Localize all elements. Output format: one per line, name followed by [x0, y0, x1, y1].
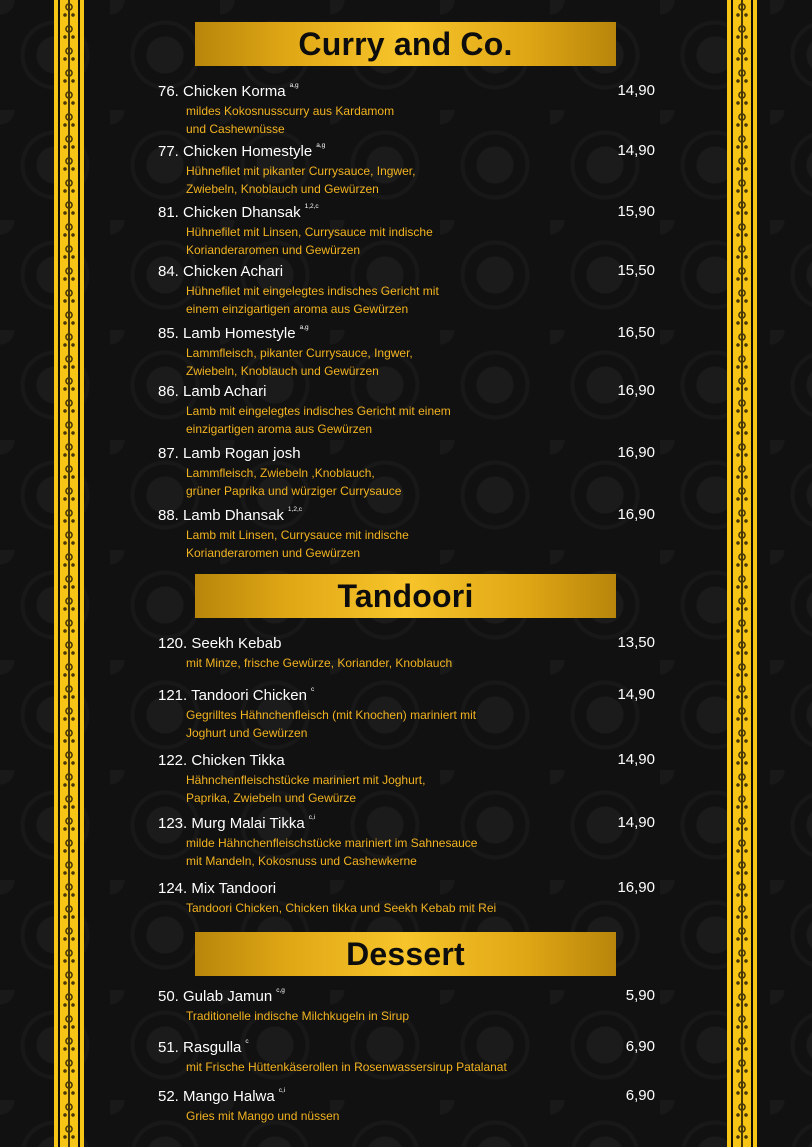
allergen-codes: c,i [308, 814, 316, 821]
menu-item [158, 686, 655, 742]
item-description: Tandoori Chicken, Chicken tikka und Seekh Kebab mit Rei [186, 901, 497, 915]
allergen-codes: c [245, 1038, 249, 1045]
item-price: 16,90 [617, 382, 655, 399]
menu-item [158, 814, 655, 870]
allergen-codes: c,i [278, 1087, 286, 1094]
item-description: mit Minze, frische Gewürze, Koriander, Knoblauch [186, 656, 453, 670]
menu-item [158, 82, 655, 138]
menu-item [158, 324, 655, 380]
menu-item [158, 634, 655, 673]
item-name: 85. Lamb Homestyle [158, 325, 296, 342]
item-name: 124. Mix Tandoori [158, 880, 277, 897]
item-description: Lamb mit Linsen, Currysauce mit indische Korianderaromen und Gewürzen [186, 528, 409, 560]
menu-item [158, 142, 655, 198]
item-name: 87. Lamb Rogan josh [158, 445, 301, 462]
menu-item [158, 444, 655, 500]
item-description: mildes Kokosnusscurry aus Kardamom und Cashewnüsse [186, 104, 395, 136]
item-price: 15,90 [617, 203, 655, 220]
item-description: Hühnefilet mit pikanter Currysauce, Ingwer, Zwiebeln, Knoblauch und Gewürzen [186, 164, 416, 196]
item-price: 16,50 [617, 324, 655, 341]
allergen-codes: c,g [276, 987, 285, 994]
item-name: 51. Rasgulla [158, 1039, 242, 1056]
item-description: Traditionelle indische Milchkugeln in Sirup [186, 1009, 410, 1023]
item-description: mit Frische Hüttenkäserollen in Rosenwassersirup Patalanat [186, 1060, 507, 1074]
menu-item [158, 987, 655, 1026]
item-description: Gries mit Mango und nüssen [186, 1109, 340, 1123]
item-price: 6,90 [625, 1087, 655, 1104]
item-description: Hühnefilet mit Linsen, Currysauce mit indische Korianderaromen und Gewürzen [186, 225, 433, 257]
item-description: Lammfleisch, pikanter Currysauce, Ingwer, Zwiebeln, Knoblauch und Gewürzen [186, 346, 413, 378]
item-name: 86. Lamb Achari [158, 383, 267, 400]
section-title: Curry and Co. [298, 25, 513, 62]
item-price: 5,90 [625, 987, 655, 1004]
allergen-codes: c [311, 686, 315, 693]
menu-item [158, 751, 655, 807]
item-name: 121. Tandoori Chicken [158, 687, 307, 704]
item-price: 14,90 [617, 814, 655, 831]
item-name: 120. Seekh Kebab [158, 635, 282, 652]
item-name: 122. Chicken Tikka [158, 752, 285, 769]
item-price: 6,90 [625, 1038, 655, 1055]
item-price: 14,90 [617, 142, 655, 159]
item-name: 76. Chicken Korma [158, 83, 286, 100]
allergen-codes: a,g [316, 142, 326, 149]
item-price: 13,50 [617, 634, 655, 651]
allergen-codes: a,g [299, 324, 309, 331]
item-name: 123. Murg Malai Tikka [158, 815, 305, 832]
menu-item [158, 262, 655, 318]
item-description: Hähnchenfleischstücke mariniert mit Joghurt, Paprika, Zwiebeln und Gewürze [186, 773, 426, 805]
item-name: 84. Chicken Achari [158, 263, 284, 280]
item-name: 52. Mango Halwa [158, 1088, 275, 1105]
item-name: 81. Chicken Dhansak [158, 204, 301, 221]
item-price: 14,90 [617, 686, 655, 703]
section-title: Tandoori [337, 577, 474, 614]
allergen-codes: 1,2,c [304, 203, 319, 210]
item-price: 16,90 [617, 879, 655, 896]
menu-item [158, 1087, 655, 1126]
item-name: 50. Gulab Jamun [158, 988, 273, 1005]
allergen-codes: 1,2,c [287, 506, 303, 513]
item-price: 14,90 [617, 751, 655, 768]
item-price: 16,90 [617, 506, 655, 523]
right-ornamental-border [727, 0, 757, 1147]
item-description: milde Hähnchenfleischstücke mariniert im Sahnesauce mit Mandeln, Kokosnuss und Cashewkerne [186, 836, 478, 868]
item-price: 16,90 [617, 444, 655, 461]
item-description: Hühnefilet mit eingelegtes indisches Gericht mit einem einzigartigen aroma aus Gewürzen [186, 284, 439, 316]
item-description: Gegrilltes Hähnchenfleisch (mit Knochen) mariniert mit Joghurt und Gewürzen [186, 708, 477, 740]
section-banner-tandoori [195, 574, 616, 618]
section-banner-curry [195, 22, 616, 66]
section-banner-dessert [195, 932, 616, 976]
item-description: Lammfleisch, Zwiebeln ,Knoblauch, grüner Paprika und würziger Currysauce [186, 466, 402, 498]
item-price: 14,90 [617, 82, 655, 99]
item-name: 77. Chicken Homestyle [158, 143, 313, 160]
item-name: 88. Lamb Dhansak [158, 507, 284, 524]
menu-item [158, 879, 655, 918]
item-description: Lamb mit eingelegtes indisches Gericht mit einem einzigartigen aroma aus Gewürzen [186, 404, 451, 436]
left-ornamental-border [54, 0, 84, 1147]
menu-item [158, 382, 655, 438]
menu-item [158, 1038, 655, 1077]
menu-item [158, 506, 655, 562]
allergen-codes: a,g [289, 82, 299, 89]
menu-item [158, 203, 655, 259]
item-price: 15,50 [617, 262, 655, 279]
section-title: Dessert [346, 935, 465, 972]
